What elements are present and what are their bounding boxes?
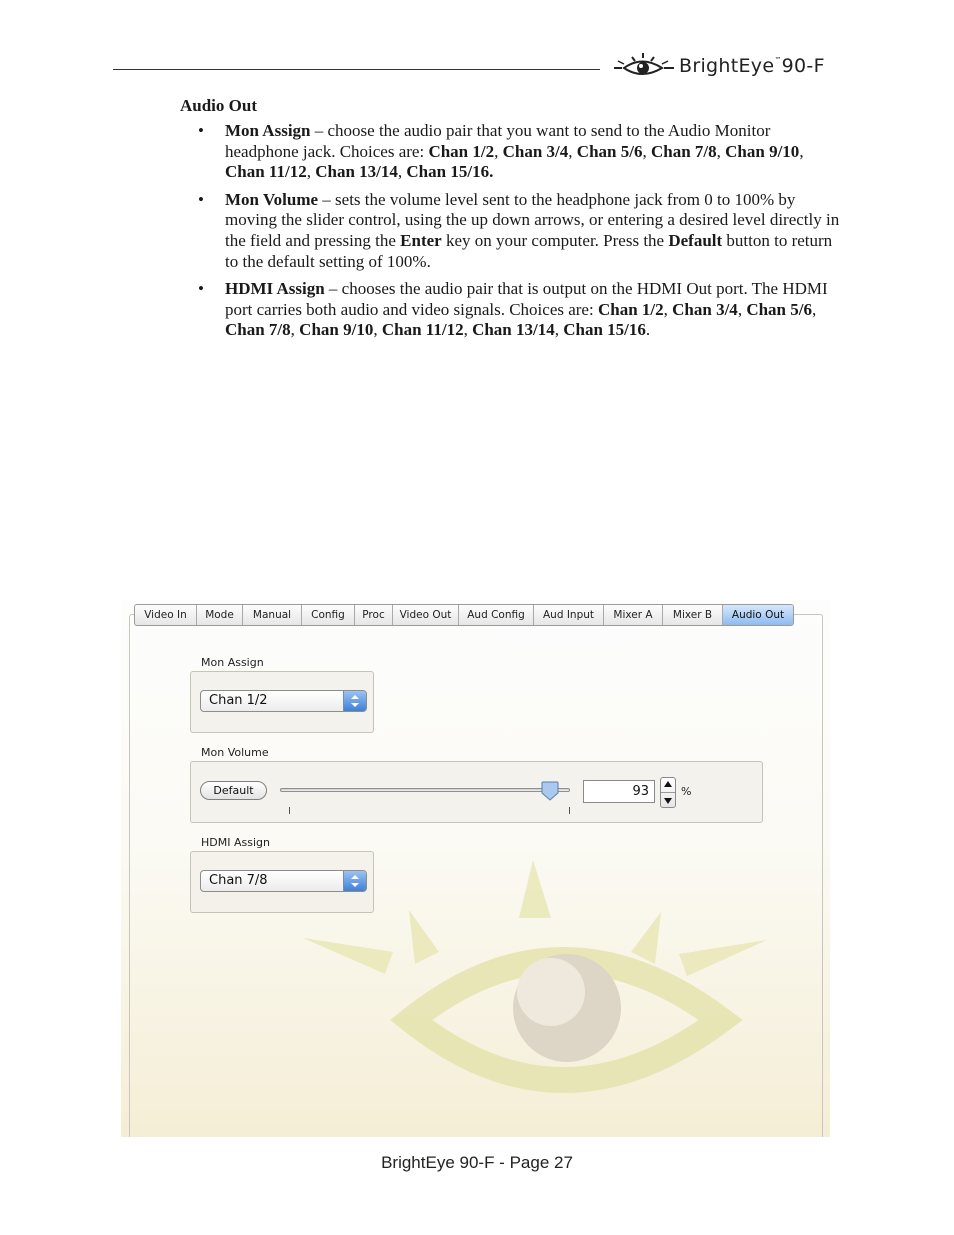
bold-text: Chan 1/2 — [597, 299, 664, 319]
mon-volume-label: Mon Volume — [201, 746, 269, 759]
body-text: , — [642, 141, 651, 161]
body-text: – sets the volume level sent to the headphone jack from 0 to 100% by moving the slider control, using the up down arrows, or entering a desired level directly in the field and pressing the — [225, 189, 840, 250]
default-button[interactable]: Default — [200, 781, 267, 800]
trademark-symbol: ™ — [774, 56, 782, 64]
body-text: , — [568, 141, 577, 161]
body-text: , — [554, 320, 564, 340]
tab-manual[interactable]: Manual — [243, 605, 302, 625]
bullet-term: Mon Volume — [225, 189, 319, 209]
tab-proc[interactable]: Proc — [355, 605, 393, 625]
body-text: , — [494, 141, 503, 161]
tab-aud-config[interactable]: Aud Config — [459, 605, 534, 625]
section-heading: Audio Out — [180, 96, 257, 115]
body-text: , — [463, 320, 473, 340]
bold-text: Chan 15/16. — [406, 162, 494, 182]
mon-volume-group — [190, 761, 763, 823]
bold-text: Chan 9/10 — [725, 141, 800, 161]
bold-text: Chan 3/4 — [672, 299, 738, 319]
body-text: , — [290, 320, 300, 340]
body-text: – chooses the audio pair that is output on the HDMI Out port. The HDMI port carries both audio and video signals. Choices are: — [225, 279, 828, 319]
bold-text: Chan 7/8 — [225, 320, 291, 340]
bold-text: Chan 9/10 — [299, 320, 374, 340]
audio-out-screenshot — [121, 600, 830, 1137]
body-text: , — [811, 299, 817, 319]
brand-wordmark — [679, 55, 825, 77]
body-text: – choose the audio pair that you want to send to the Audio Monitor headphone jack. Choices are: — [225, 121, 771, 161]
tab-mode[interactable]: Mode — [197, 605, 243, 625]
bold-text: Chan 5/6 — [746, 299, 812, 319]
bold-text: Chan 5/6 — [576, 141, 643, 161]
parameter-list — [180, 121, 840, 348]
tab-mixer-b[interactable]: Mixer B — [663, 605, 723, 625]
body-text: , — [397, 162, 407, 182]
page-footer: BrightEye 90-F - Page 27 — [381, 1153, 573, 1172]
slider-tick-current — [569, 807, 570, 814]
body-text: , — [663, 299, 673, 319]
volume-slider-thumb[interactable] — [541, 781, 559, 801]
tab-bar — [134, 604, 794, 626]
bold-text: Chan 11/12 — [225, 162, 307, 182]
body-text: , — [716, 141, 726, 161]
body-text: , — [373, 320, 382, 340]
bold-text: Chan 11/12 — [381, 320, 464, 340]
up-down-arrows-icon — [343, 871, 366, 891]
brand-name: BrightEye — [679, 55, 775, 77]
hdmi-assign-select[interactable] — [200, 870, 367, 892]
bold-text: Chan 1/2 — [428, 141, 495, 161]
up-down-arrows-icon — [343, 691, 366, 711]
volume-unit: % — [681, 785, 692, 798]
tab-aud-input[interactable]: Aud Input — [534, 605, 604, 625]
brighteye-logo — [612, 52, 842, 82]
bullet-term: HDMI Assign — [225, 279, 325, 299]
brand-model: 90-F — [781, 55, 825, 77]
body-text: button to return to the default setting of 100%. — [225, 230, 833, 271]
bullet-item — [180, 279, 840, 341]
mon-assign-select[interactable] — [200, 690, 367, 712]
slider-tick-min — [289, 807, 290, 814]
tab-audio-out[interactable]: Audio Out — [723, 605, 793, 625]
body-text: , — [306, 162, 316, 182]
bold-text: Chan 13/14 — [472, 320, 555, 340]
bold-text: Chan 7/8 — [650, 141, 717, 161]
eye-logo-icon — [612, 52, 676, 82]
bold-text: Default — [668, 230, 723, 250]
header-rule — [113, 69, 600, 70]
volume-slider-track[interactable] — [280, 788, 570, 792]
hdmi-assign-label: HDMI Assign — [201, 836, 270, 849]
bold-text: Chan 13/14 — [315, 162, 398, 182]
bold-text: Chan 3/4 — [502, 141, 569, 161]
hdmi-assign-value: Chan 7/8 — [209, 873, 268, 888]
body-text: , — [799, 141, 804, 161]
up-down-stepper-icon[interactable] — [660, 777, 676, 808]
volume-value-field[interactable]: 93 — [583, 780, 655, 803]
mon-assign-label: Mon Assign — [201, 656, 264, 669]
tab-video-in[interactable]: Video In — [135, 605, 197, 625]
tab-config[interactable]: Config — [302, 605, 355, 625]
bullet-item — [180, 121, 840, 183]
bold-text: Chan 15/16 — [563, 320, 646, 340]
bullet-item — [180, 190, 840, 272]
mon-assign-value: Chan 1/2 — [209, 693, 268, 708]
body-text: . — [645, 320, 651, 340]
body-text: , — [737, 299, 747, 319]
body-text: key on your computer. Press the — [441, 230, 669, 250]
bullet-term: Mon Assign — [225, 121, 311, 140]
tab-mixer-a[interactable]: Mixer A — [604, 605, 663, 625]
bold-text: Enter — [400, 230, 442, 250]
tab-video-out[interactable]: Video Out — [393, 605, 459, 625]
